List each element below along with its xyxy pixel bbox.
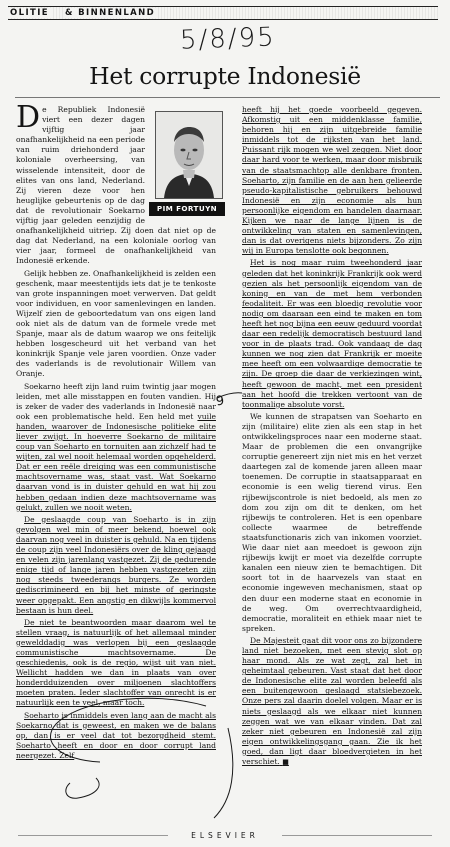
article-headline: Het corrupte Indonesië	[89, 62, 361, 90]
paragraph: De geslaagde coup van Soeharto is in zijn gevolgen wel min of meer bekend, hoewel ook daarvan nog veel in duister is gehuld. Na en tijdens de coup zijn veel Indonesiërs over de kling gejaagd en velen zijn jarenlang vastgezet. Zij de gedurende enige tijd of lange jaren hebben vastgezeten zijn nog steeds tweederangs burgers. Ze worden gediscrimineerd en bij het minste of geringste weer opgepakt. Een angstig en dikwijls kommervol bestaan is hun deel.	[16, 514, 216, 615]
margin-annotation: 9	[214, 393, 226, 410]
paragraph: Soekarno heeft zijn land ruim twintig jaar mogen leiden, met alle misstappen en fouten vandien. Hij is zeker de vader des vaderlands in Indonesië naar ook een problematische held. Een held met vuile handen, waarover de Indonesische politieke elite liever zwijgt. In hoeverre Soekarno de militaire coup van Soeharto en tornuiten aan zichzelf had te wijten, zal wel nooit helemaal worden opgehelderd. Dat er een reële dreiging was een communistische machtsovername was, staat vast. Wat Soekarno daarvan vond is in duister gehuld en wat hij zou hebben gedaan indien deze machtsovername was gelukt, zullen we nooit weten.	[16, 381, 216, 512]
headline-rule	[15, 97, 440, 98]
footer-rule-right	[282, 835, 432, 836]
paragraph: De Republiek Indonesië viert een dezer dagen vijftig jaar onafhankelijkheid na een periode van ruim driehonderd jaar koloniale overheersing, van wisselende intensiteit, door de elites van ons land, Nederland. Zij vieren deze voor hen heuglijke gebeurtenis op de dag dat de revolutionair Soekarno vijftig jaar geleden eenzijdig de onafhankelijkheid uitriep. Zij doen dat niet op de dag dat Nederland, na een koloniale oorlog van vier jaar, formeel de onafhankelijkheid van Indonesië erkende.	[16, 100, 216, 266]
portrait-icon	[155, 111, 223, 199]
drop-cap: D	[16, 100, 41, 135]
article-column-left	[16, 100, 218, 763]
paragraph: Soeharto is inmiddels even lang aan de macht als Soekarno dat is geweest, en maken we de balans op, dan is er veel dat tot bezorgdheid stemt. Soeharto heeft en door en door corrupt land neergezet. Zelf	[16, 710, 216, 760]
article-column-right	[242, 105, 422, 769]
handwritten-date: 5/8/95	[179, 22, 277, 56]
paragraph: De Majesteit gaat dit voor ons zo bijzondere land niet bezoeken, met een stevig slot op haar mond. Als ze wat zegt, zal het in geheimtaal gebeuren. Vast staat dat het door de Indonesische elite zal worden beleefd als een buitengewoon geslaagd statsiebezoek. Onze pers zal daarin doelel volgen. Maar er is niets geslaagd als we elkaar niet kunnen zeggen wat we van elkaar vinden. Dat zal zeker niet gebeuren en Indonesië zal zijn eigen ontwikkelingsgang gaan. Zie ik het goed, dan ligt daar bloedvergieten in het verschiet. ■	[242, 635, 422, 766]
author-name: PIM FORTUYN	[149, 202, 225, 216]
section-label-politie: OLITIE	[10, 8, 49, 18]
paragraph: We kunnen de strapatsen van Soeharto en zijn (militaire) elite zien als een stap in het ontwikkelingsproces naar een moderne staat. Maar de problemen die een onvangrijke corruptie genereert zijn niet mis en het verzet daartegen zal de komende jaren alleen maar toenemen. De corruptie in staatsapparaat en economie is een welig tierend virus. Een rijbewijscontrole is niet bedoeld, als men zo dom zou zijn om dit te denken, om het rijbewijs te controleren. Het is een openbare collecte waarmee de betreffende staatsfunctionaris zich van inkomen voorziet. Wie daar niet aan meedoet is gewoon zijn rijbewijs kwijt er moet via dezelfde corrupte kanalen een nieuw zien te bemachtigen. Dit soort tot in de haarvezels van staat en economie ingeweven mechanismen, staat op den duur een moderne staat en economie in de weg. Om overrechtvaardigheid, democratie, moraliteit en ethiek maar niet te spreken.	[242, 411, 422, 633]
author-photo	[149, 111, 229, 223]
paragraph: heeft hij het goede voorbeeld gegeven. Afkomstig uit een middenklasse familie, behoren hij en zijn uitgebreide familie inmiddels tot de rijksten van het land. Puissant rijk mogen we wel zeggen. Niet door daar hard voor te werken, maar door misbruik van de staatsmachtop alle denkbare fronten. Soeharto, zijn familie en de aan hen gelieerde pseudo-kapitalistische gebruikers behouwd Indonesië en zijn economie als hun persoonlijke eigendom en handelen daarnaar. Kijken we naar de lange lijnen is de ontwikkeling van staten en samenlevingen, dan is dat overigens niets bijzonders. Zo zijn wij in Europa tenslotte ook begonnen.	[242, 105, 422, 256]
paragraph: Het is nog maar ruim tweehonderd jaar geleden dat het koninkrijk Frankrijk ook werd gezien als het persoonlijk eigendom van de koning en van de met hem verbonden feodaliteit. Er was een bloedig revolutie voor nodig om daaraan een eind te maken en tom heeft het nog bijna een eeuw geduurd voordat daar een redelijk democratisch bestuurd land voor in de plaats trad. Ook vandaag de dag kunnen we nog zien dat Frankrijk er moeite mee heeft om een volwaardige democratie te zijn. De groep die daar de verkiezingen wint, heeft gewoon de macht, met een president aan het hoofd die trekken vertoont van de toonmalige absolute vorst.	[242, 258, 422, 409]
publication-footer: ELSEVIER	[191, 831, 259, 840]
underlined-text: vuile handen, waarover de Indonesische politieke elite liever zwijgt. In hoeverre Soekarno de militaire coup van Soeharto en tornuiten aan zichzelf had te wijten, zal wel nooit helemaal worden opgehelderd. Dat er een reële dreiging was een communistische machtsovername was, staat vast. Wat Soekarno daarvan vond is in duister gehuld en wat hij zou hebben gedaan indien deze machtsovername was gelukt, zullen we nooit weten.	[16, 411, 216, 512]
end-mark-icon: ■	[282, 758, 289, 766]
section-label-binnenland: & BINNENLAND	[64, 8, 156, 18]
section-header	[8, 6, 438, 20]
paragraph: Gelijk hebben ze. Onafhankelijkheid is zelden een geschenk, maar meestentijds iets dat je te tenkoste van grote inspanningen moet verwerven. Dat geldt voor individuen, en voor samenlevingen en landen. Wijzelf zien de geboortedatum van ons eigen land ook niet als de datum van de formele vrede met Spanje, maar als de datum waarop we ons feitelijk hebben losgescheurd uit het verband van het koninkrijk Spanje vele jaren voordien. Onze vader des vaderlands is de revolutionair Willem van Oranje.	[16, 268, 216, 379]
paragraph: De niet te beantwoorden maar daarom wel te stellen vraag, is natuurlijk of het allemaal minder gewelddadig was verlopen bij een geslaagde communistische machtsovername. De geschiedenis, ook is de regio, wijst uit van niet. Wellicht hadden we dan in plaats van over honderdduizenden over miljoenen slachtoffers moeten praten. Ieder slachtoffer van onrecht is er natuurlijk een te veel, maar toch.	[16, 617, 216, 708]
